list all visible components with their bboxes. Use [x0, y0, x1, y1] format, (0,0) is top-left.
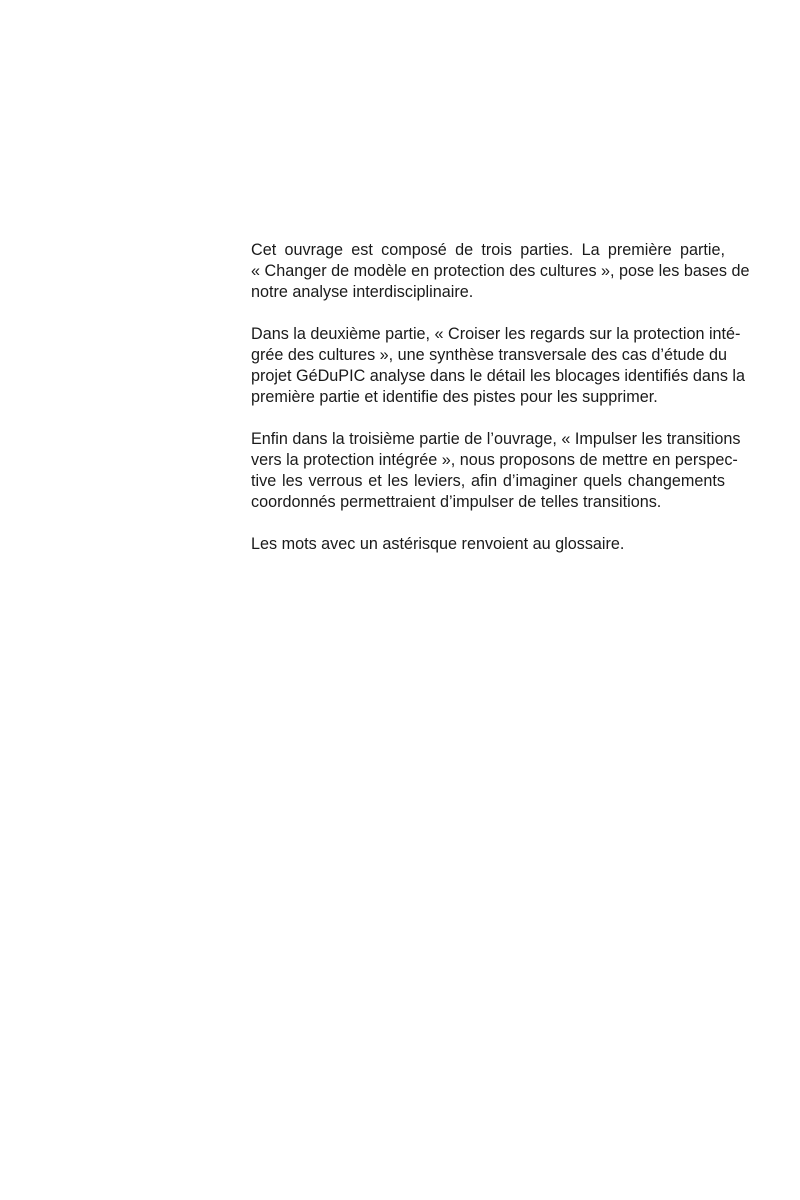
paragraph-part-three	[251, 429, 741, 513]
text-line: notre analyse interdisciplinaire.	[251, 283, 474, 301]
text-line: première partie et identifie des pistes pour les supprimer.	[251, 388, 658, 406]
text-line: coordonnés permettraient d’impulser de telles transitions.	[251, 493, 662, 511]
text-line: vers la protection intégrée », nous proposons de mettre en perspec-	[251, 451, 738, 469]
paragraph-intro	[251, 240, 750, 303]
text-line: tive les verrous et les leviers, afin d’imaginer quels changements	[251, 472, 725, 490]
paragraph-part-two	[251, 324, 746, 408]
text-line: Les mots avec un astérisque renvoient au glossaire.	[251, 535, 625, 553]
text-line: projet GéDuPIC analyse dans le détail les blocages identifiés dans la	[251, 367, 746, 385]
text-line: Enfin dans la troisième partie de l’ouvrage, « Impulser les transitions	[251, 430, 741, 448]
text-line: grée des cultures », une synthèse transversale des cas d’étude du	[251, 346, 728, 364]
body-text	[251, 240, 750, 576]
text-line: Dans la deuxième partie, « Croiser les regards sur la protection inté-	[251, 325, 741, 343]
text-line: « Changer de modèle en protection des cultures », pose les bases de	[251, 262, 750, 280]
text-line: Cet ouvrage est composé de trois parties. La première partie,	[251, 241, 725, 259]
paragraph-glossary-note	[251, 534, 725, 555]
